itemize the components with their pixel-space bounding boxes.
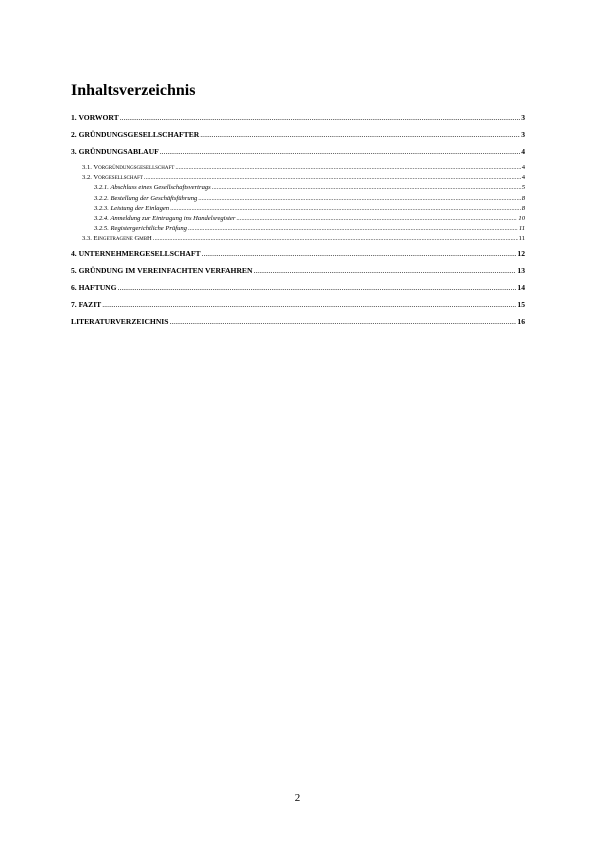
- toc-entry-text: 3. GRÜNDUNGSABLAUF: [71, 147, 159, 156]
- toc-entry-page: 11: [518, 235, 525, 243]
- toc-entry-page: 4: [521, 147, 525, 156]
- toc-entry-pruefung[interactable]: [71, 224, 525, 234]
- toc-entry-text: LITERATURVERZEICHNIS: [71, 317, 169, 327]
- toc-dot-leader: [170, 204, 521, 214]
- toc-dot-leader: [254, 265, 517, 277]
- toc-dot-leader: [144, 173, 521, 183]
- toc-entry-page: 11: [518, 225, 525, 233]
- toc-entry-gruendungsablauf[interactable]: [71, 146, 525, 163]
- toc-entry-fazit[interactable]: [71, 299, 525, 316]
- toc-entry-text: 3.2.3. Leistung der Einlagen: [94, 204, 170, 212]
- toc-entry-page: 15: [517, 300, 525, 310]
- toc-entry-page: 3: [521, 130, 525, 139]
- toc-entry-text: 3.1. Vorgründungsgesellschaft: [82, 164, 175, 171]
- toc-entry-handelsregister[interactable]: [71, 214, 525, 224]
- toc-entry-einlagen[interactable]: [71, 204, 525, 214]
- toc-dot-leader: [200, 129, 520, 141]
- toc-entry-text: 3.2.1. Abschluss eines Gesellschaftsvertrags: [94, 184, 211, 192]
- toc-dot-leader: [236, 214, 517, 224]
- toc-entry-text: 4. UNTERNEHMERGESELLSCHAFT: [71, 249, 201, 259]
- toc-entry-text: 5. GRÜNDUNG IM VEREINFACHTEN VERFAHREN: [71, 266, 253, 276]
- toc-dot-leader: [160, 146, 520, 158]
- toc-entry-page: 8: [521, 194, 525, 202]
- table-of-contents: [71, 112, 525, 329]
- toc-dot-leader: [153, 234, 518, 244]
- toc-entry-literaturverzeichnis[interactable]: [71, 316, 525, 329]
- toc-dot-leader: [198, 194, 520, 204]
- toc-dot-leader: [118, 282, 517, 294]
- page-number: 2: [294, 792, 301, 804]
- toc-entry-page: 5: [521, 184, 525, 192]
- toc-dot-leader: [170, 316, 517, 328]
- toc-entry-text: 2. GRÜNDUNGSGESELLSCHAFTER: [71, 130, 200, 139]
- toc-entry-text: 3.2.5. Registergerichtliche Prüfung: [94, 225, 187, 233]
- toc-entry-geschaeftsfuehrung[interactable]: [71, 194, 525, 204]
- toc-dot-leader: [102, 299, 516, 311]
- toc-entry-gruendungsgesellschafter[interactable]: [71, 129, 525, 146]
- toc-entry-text: 1. VORWORT: [71, 113, 119, 122]
- toc-dot-leader: [202, 248, 517, 260]
- toc-entry-page: 4: [521, 174, 525, 182]
- toc-entry-page: 4: [521, 164, 525, 171]
- toc-entry-text: 3.2.2. Bestellung der Geschäftsführung: [94, 194, 198, 202]
- toc-entry-eingetragene-gmbh[interactable]: [71, 234, 525, 248]
- toc-entry-text: 3.2.4. Anmeldung zur Eintragung ins Handelsregister: [94, 214, 236, 222]
- toc-entry-page: 16: [517, 317, 525, 327]
- toc-dot-leader: [212, 183, 521, 193]
- toc-entry-page: 13: [517, 266, 525, 276]
- toc-entry-text: 3.2. Vorgesellschaft: [82, 174, 143, 182]
- toc-dot-leader: [188, 224, 518, 234]
- toc-entry-text: 7. FAZIT: [71, 300, 102, 310]
- toc-entry-vorgesellschaft[interactable]: [71, 173, 525, 183]
- toc-dot-leader: [175, 163, 520, 173]
- toc-entry-page: 3: [521, 113, 525, 122]
- toc-entry-page: 14: [517, 283, 525, 293]
- toc-dot-leader: [120, 112, 521, 124]
- toc-entry-vereinfachtes-verfahren[interactable]: [71, 265, 525, 282]
- toc-entry-text: 6. HAFTUNG: [71, 283, 117, 293]
- toc-title: Inhaltsverzeichnis: [71, 82, 196, 99]
- toc-entry-page: 10: [518, 214, 525, 222]
- toc-entry-unternehmergesellschaft[interactable]: [71, 248, 525, 265]
- toc-entry-page: 12: [517, 249, 525, 259]
- toc-entry-page: 8: [521, 204, 525, 212]
- toc-entry-haftung[interactable]: [71, 282, 525, 299]
- toc-entry-vorgruendungsgesellschaft[interactable]: [71, 163, 525, 173]
- toc-entry-vorwort[interactable]: [71, 112, 525, 129]
- toc-entry-text: 3.3. Eingetragene GmbH: [82, 235, 152, 243]
- toc-entry-gesellschaftsvertrag[interactable]: [71, 183, 525, 193]
